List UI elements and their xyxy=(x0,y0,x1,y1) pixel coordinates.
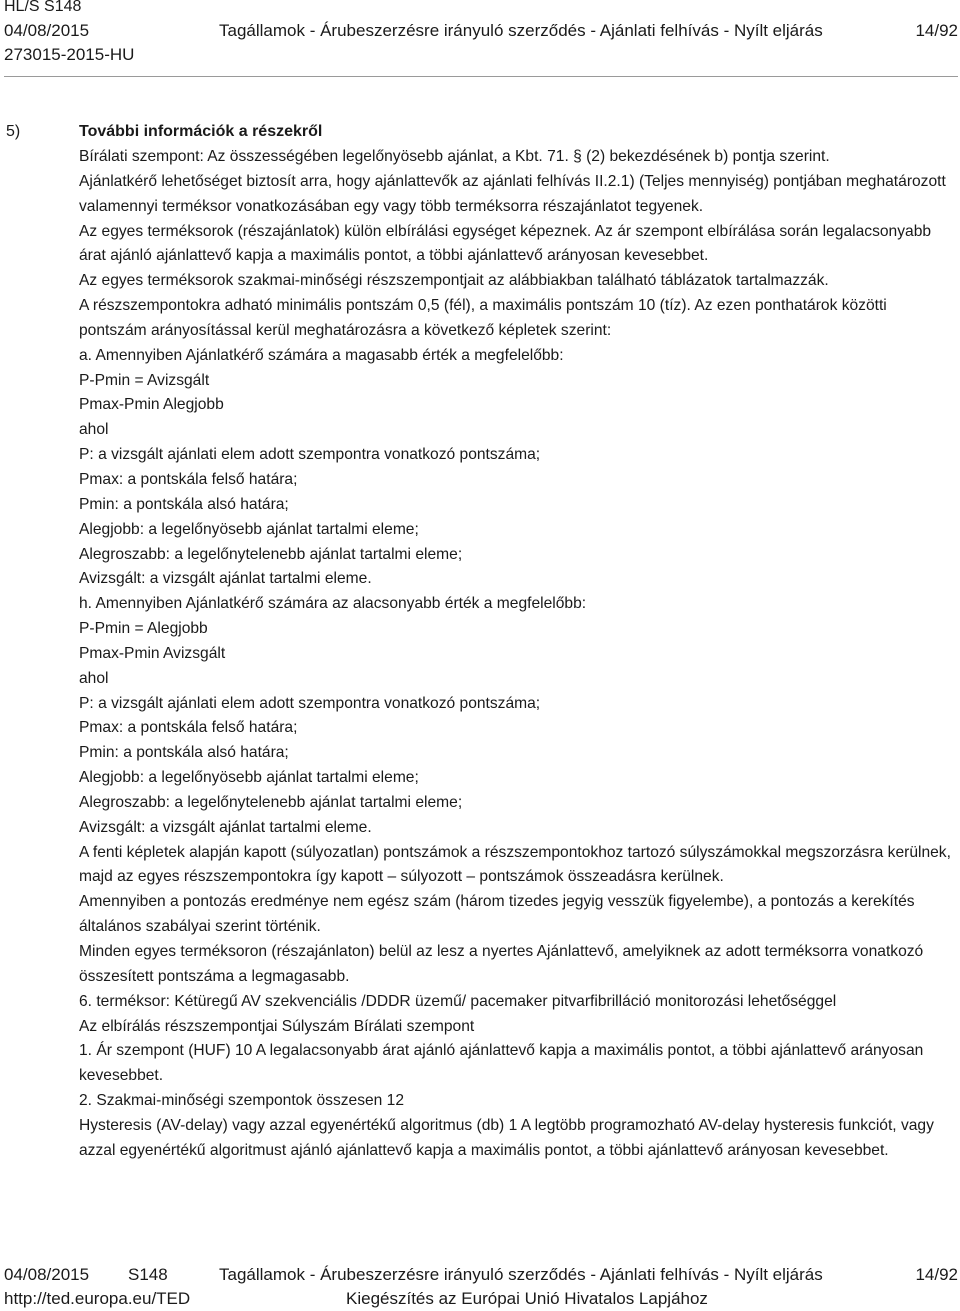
page-header xyxy=(4,0,958,68)
header-date: 04/08/2015 xyxy=(4,21,90,40)
paragraph: 2. Szakmai-minőségi szempontok összesen 12 xyxy=(79,1092,405,1110)
formula-line: Pmax-Pmin Alegjobb xyxy=(79,396,224,414)
footer-date: 04/08/2015 xyxy=(4,1265,90,1284)
formula-line: Pmax-Pmin Avizsgált xyxy=(79,644,226,662)
section-content xyxy=(79,145,953,1164)
footer-publisher: Kiegészítés az Európai Unió Hivatalos Lapjához xyxy=(346,1289,708,1308)
paragraph: ahol xyxy=(79,669,109,687)
paragraph: A fenti képletek alapján kapott (súlyozatlan) pontszámok a részszempontokhoz tartozó súlyszámokkal megszorzásra kerülnek, majd az egyes részszempontokra így kapott – súlyozott – pontszámok összeadásra kerülnek. xyxy=(79,843,951,886)
definition-line: Alegroszabb: a legelőnytelenebb ajánlat tartalmi eleme; xyxy=(79,545,463,563)
footer-page-number: 14/92 xyxy=(915,1265,958,1284)
footer-url: http://ted.europa.eu/TED xyxy=(4,1289,191,1308)
paragraph: Ajánlatkérő lehetőséget biztosít arra, hogy ajánlattevők az ajánlati felhívás II.2.1) (Teljes mennyiség) pontjában meghatározott valamennyi terméksor vonatkozásában egy vagy több terméksorra részajánlatot tegyenek. xyxy=(79,172,946,215)
paragraph: Az egyes terméksorok szakmai-minőségi részszempontjait az alábbiakban található táblázatok tartalmazzák. xyxy=(79,272,829,290)
header-reference: 273015-2015-HU xyxy=(4,45,135,64)
definition-line: Avizsgált: a vizsgált ajánlat tartalmi eleme. xyxy=(79,818,372,836)
paragraph: Hysteresis (AV-delay) vagy azzal egyenértékű algoritmus (db) 1 A legtöbb programozható AV-delay hysteresis funkciót, vagy azzal egyenértékű algoritmust ajánló ajánlattevő kapja a maximális pontot, a többi ajánlattevő arányosan kevesebbet. xyxy=(79,1116,934,1159)
paragraph: Amennyiben a pontozás eredménye nem egész szám (három tizedes jegyig vesszük figyelembe), a pontozás a kerekítés általános szabályai szerint történik. xyxy=(79,893,915,936)
paragraph: 6. terméksor: Kétüregű AV szekvenciális /DDDR üzemű/ pacemaker pitvarfibrilláció monitorozási lehetőséggel xyxy=(79,992,837,1010)
paragraph: ahol xyxy=(79,421,109,439)
page-footer xyxy=(4,1264,958,1310)
paragraph: Az elbírálás részszempontjai Súlyszám Bírálati szempont xyxy=(79,1017,475,1035)
section-heading: További információk a részekről xyxy=(79,123,323,140)
definition-line: P: a vizsgált ajánlati elem adott szempontra vonatkozó pontszáma; xyxy=(79,446,541,464)
paragraph: a. Amennyiben Ajánlatkérő számára a magasabb érték a megfelelőbb: xyxy=(79,346,564,364)
document-id: HL/S S148 xyxy=(4,0,82,15)
paragraph: 1. Ár szempont (HUF) 10 A legalacsonyabb árat ajánló ajánlattevő kapja a maximális pontot, a többi ajánlattevő arányosan kevesebbet. xyxy=(79,1042,924,1085)
formula-line: P-Pmin = Alegjobb xyxy=(79,620,208,638)
paragraph: h. Amennyiben Ajánlatkérő számára az alacsonyabb érték a megfelelőbb: xyxy=(79,595,587,613)
header-divider xyxy=(4,76,958,77)
header-page-number: 14/92 xyxy=(915,21,958,40)
paragraph: A részszempontokra adható minimális pontszám 0,5 (fél), a maximális pontszám 10 (tíz). Az ezen ponthatárok közötti pontszám arányosítással kerül meghatározásra a következő képletek szerint: xyxy=(79,297,887,339)
definition-line: Pmin: a pontskála alsó határa; xyxy=(79,744,289,762)
definition-line: Pmax: a pontskála felső határa; xyxy=(79,470,298,488)
definition-line: Alegroszabb: a legelőnytelenebb ajánlat tartalmi eleme; xyxy=(79,793,463,811)
paragraph: Az egyes terméksorok (részajánlatok) külön elbírálási egységet képeznek. Az ár szempont elbírálása során legalacsonyabb árat ajánló ajánlattevő kapja a maximális pontot, a többi ajánlattevő arányosan kevesebbet. xyxy=(79,222,932,265)
header-title: Tagállamok - Árubeszerzésre irányuló szerződés - Ajánlati felhívás - Nyílt eljárás xyxy=(219,21,823,40)
definition-line: Alegjobb: a legelőnyösebb ajánlat tartalmi eleme; xyxy=(79,769,419,787)
formula-line: P-Pmin = Avizsgált xyxy=(79,371,210,389)
definition-line: Avizsgált: a vizsgált ajánlat tartalmi eleme. xyxy=(79,570,372,588)
section-number: 5) xyxy=(6,123,21,140)
footer-series: S148 xyxy=(128,1265,168,1284)
footer-title: Tagállamok - Árubeszerzésre irányuló szerződés - Ajánlati felhívás - Nyílt eljárás xyxy=(219,1265,823,1284)
paragraph: Minden egyes terméksoron (részajánlaton) belül az lesz a nyertes Ajánlattevő, amelyiknek az adott terméksorra vonatkozó összesített pontszáma a legmagasabb. xyxy=(79,943,924,985)
definition-line: Alegjobb: a legelőnyösebb ajánlat tartalmi eleme; xyxy=(79,520,419,538)
definition-line: Pmin: a pontskála alsó határa; xyxy=(79,495,289,513)
definition-line: P: a vizsgált ajánlati elem adott szempontra vonatkozó pontszáma; xyxy=(79,694,541,712)
definition-line: Pmax: a pontskála felső határa; xyxy=(79,719,298,737)
paragraph: Bírálati szempont: Az összességében legelőnyösebb ajánlat, a Kbt. 71. § (2) bekezdésének b) pontja szerint. xyxy=(79,148,830,165)
